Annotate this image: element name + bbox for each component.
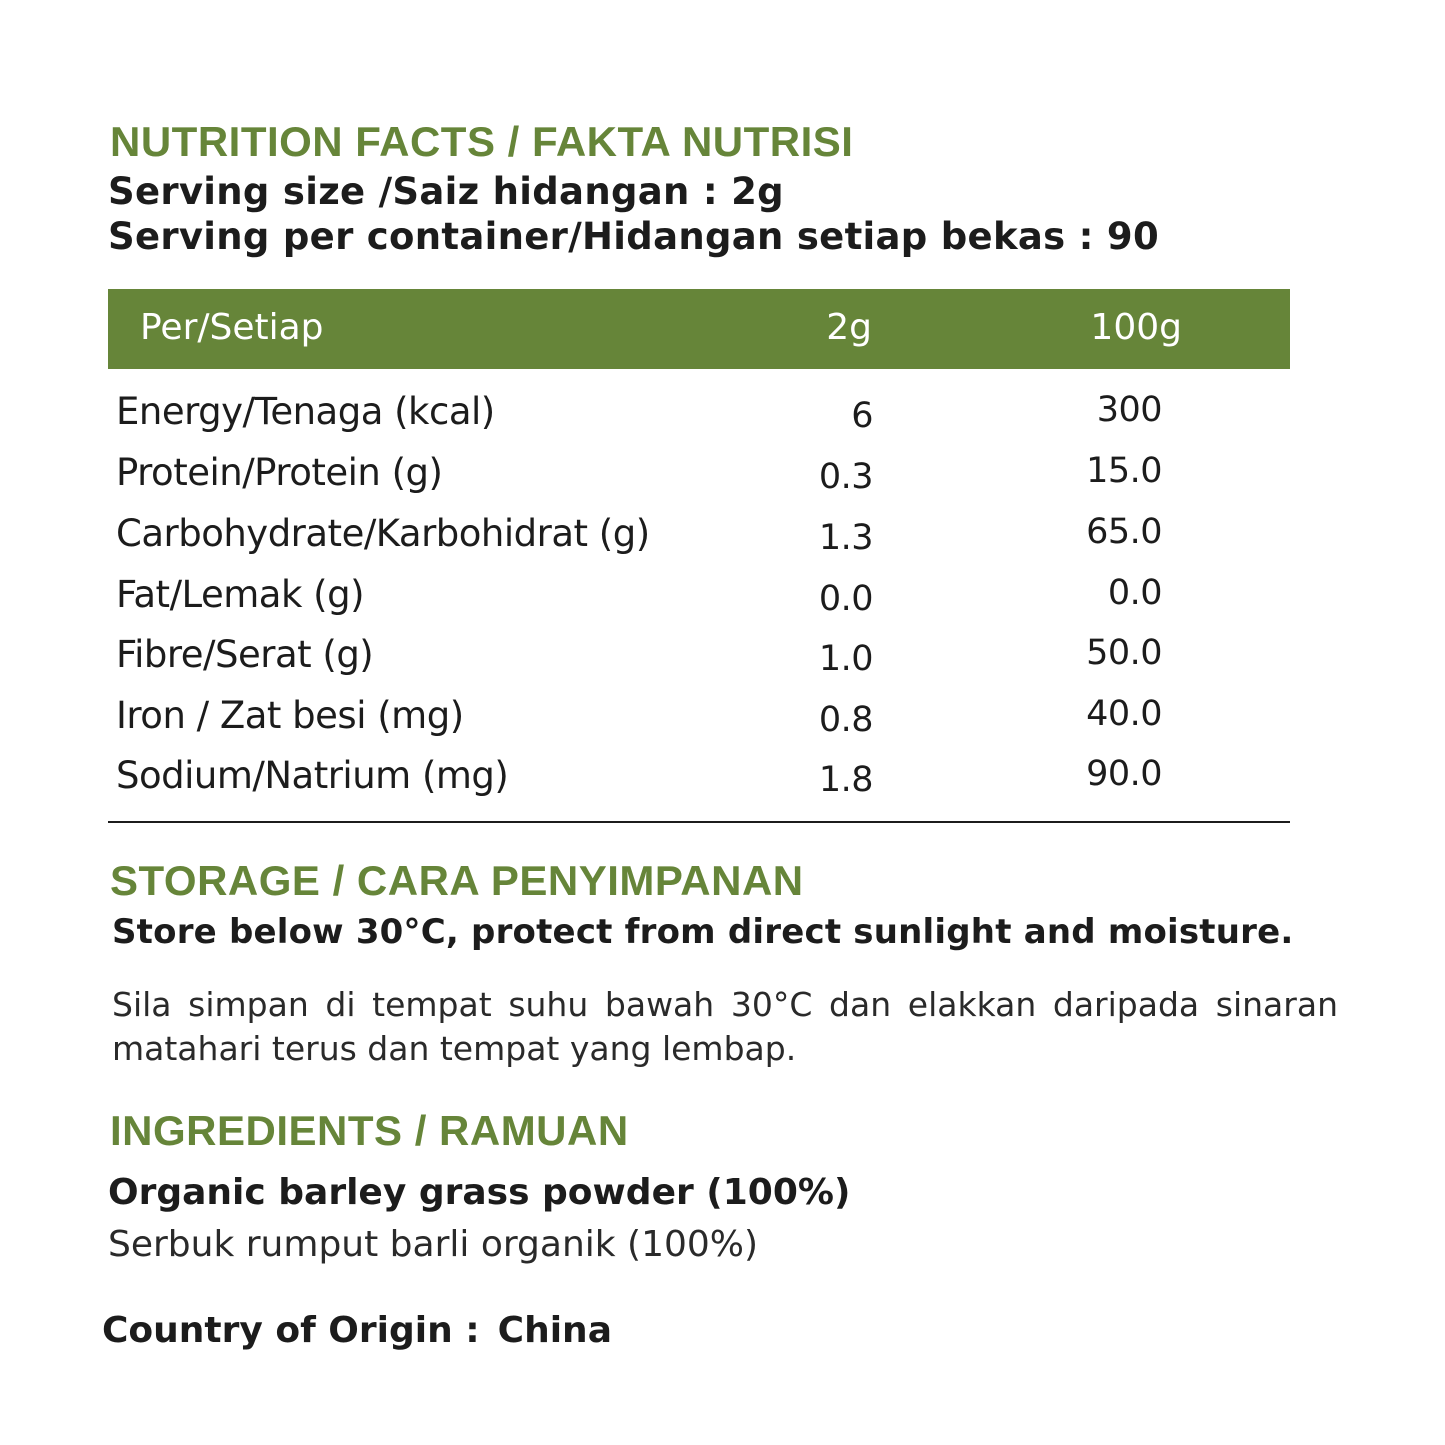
row-value-100g: 300 [1096, 390, 1162, 430]
row-label: Fat/Lemak (g) [116, 573, 365, 616]
row-value-100g: 50.0 [1086, 633, 1162, 673]
row-value-2g: 1.0 [818, 639, 873, 679]
row-value-2g: 1.8 [818, 760, 873, 800]
row-value-100g: 65.0 [1086, 512, 1162, 552]
storage-malay-text: Sila simpan di tempat suhu bawah 30°C dan elakkan daripada sinaran matahari terus dan tempat yang lembap. [112, 985, 1338, 1068]
header-2g: 2g [826, 307, 872, 348]
table-row [108, 754, 1290, 814]
row-value-2g: 6 [851, 396, 873, 436]
row-value-2g: 0.3 [818, 457, 873, 497]
table-row [108, 512, 1290, 572]
table-row [108, 451, 1290, 511]
row-value-100g: 40.0 [1086, 694, 1162, 734]
row-value-2g: 1.3 [818, 518, 873, 558]
row-value-100g: 90.0 [1086, 754, 1162, 794]
row-value-100g: 15.0 [1086, 451, 1162, 491]
ingredients-malay-text: Serbuk rumput barli organik (100%) [108, 1224, 759, 1265]
ingredients-english-text: Organic barley grass powder (100%) [108, 1172, 851, 1213]
header-per-setiap: Per/Setiap [140, 307, 324, 348]
serving-per-container: Serving per container/Hidangan setiap bekas : 90 [108, 215, 1159, 258]
row-label: Iron / Zat besi (mg) [116, 694, 464, 737]
table-row [108, 573, 1290, 633]
nutrition-table-header [108, 289, 1290, 369]
storage-english-text: Store below 30°C, protect from direct sunlight and moisture. [112, 912, 1294, 952]
row-label: Protein/Protein (g) [116, 451, 443, 494]
row-label: Carbohydrate/Karbohidrat (g) [116, 512, 650, 555]
header-100g: 100g [1090, 307, 1182, 348]
nutrition-facts-heading: NUTRITION FACTS / FAKTA NUTRISI [110, 118, 854, 165]
row-label: Fibre/Serat (g) [116, 633, 374, 676]
table-row [108, 390, 1290, 450]
serving-size: Serving size /Saiz hidangan : 2g [108, 170, 784, 213]
row-value-2g: 0.0 [818, 579, 873, 619]
country-of-origin [102, 1310, 612, 1351]
row-value-2g: 0.8 [818, 700, 873, 740]
table-row [108, 633, 1290, 693]
row-label: Sodium/Natrium (mg) [116, 754, 509, 797]
storage-heading: STORAGE / CARA PENYIMPANAN [110, 857, 804, 904]
ingredients-heading: INGREDIENTS / RAMUAN [110, 1107, 629, 1154]
row-value-100g: 0.0 [1107, 573, 1162, 613]
row-label: Energy/Tenaga (kcal) [116, 390, 495, 433]
origin-value: China [497, 1310, 612, 1351]
table-row [108, 694, 1290, 754]
origin-label: Country of Origin : [102, 1310, 480, 1351]
table-bottom-divider [108, 821, 1290, 823]
